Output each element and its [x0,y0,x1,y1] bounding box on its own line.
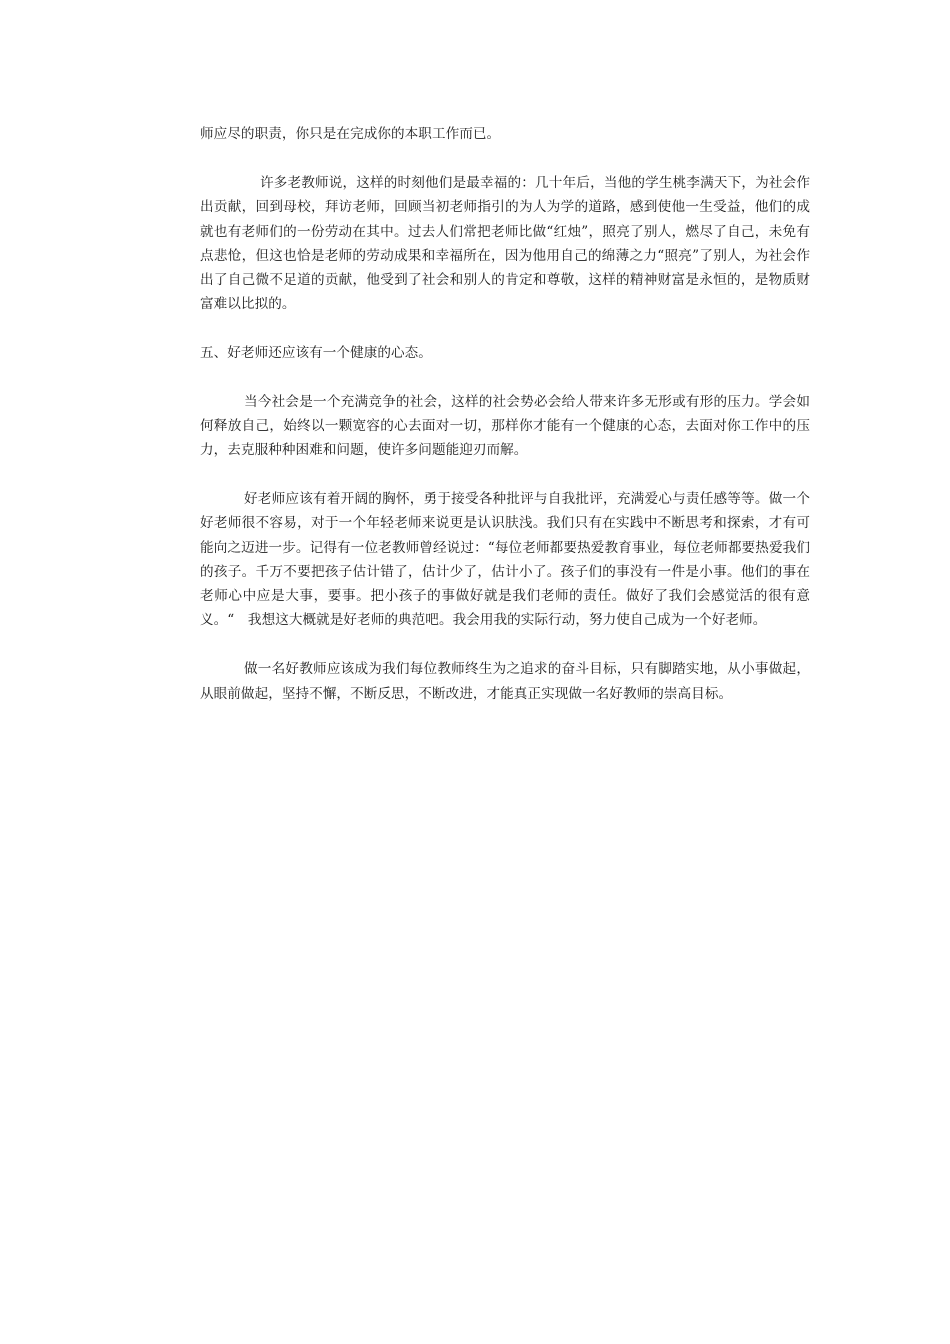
paragraph-continuation: 师应尽的职责，你只是在完成你的本职工作而已。 [200,126,501,142]
paragraph-veteran-teachers: 许多老教师说，这样的时刻他们是最幸福的：几十年后，当他的学生桃李满天下，为社会作出贡献，回到母校，拜访老师，回顾当初老师指引的为人为学的道路，感到使他一生受益，他们的成就也有老师们的一份劳动在其中。过去人们常把老师比做“红烛”，照亮了别人，燃尽了自己，未免有点悲怆，但这也恰是老师的劳动成果和幸福所在，因为他用自己的绵薄之力“照亮”了别人，为社会作出了自己微不足道的贡献，他受到了社会和别人的肯定和尊敬，这样的精神财富是永恒的，是物质财富难以比拟的。 [200,175,810,313]
paragraph-conclusion: 做一名好教师应该成为我们每位教师终生为之追求的奋斗目标，只有脚踏实地，从小事做起，从眼前做起，坚持不懈，不断反思，不断改进，才能真正实现做一名好教师的崇高目标。 [200,661,810,702]
paragraph-open-mind: 好老师应该有着开阔的胸怀，勇于接受各种批评与自我批评，充满爱心与责任感等等。做一个好老师很不容易，对于一个年轻老师来说更是认识肤浅。我们只有在实践中不断思考和探索，才有可能向之迈进一步。记得有一位老教师曾经说过：“每位老师都要热爱教育事业，每位老师都要热爱我们的孩子。千万不要把孩子估计错了，估计少了，估计小了。孩子们的事没有一件是小事。他们的事在老师心中应是大事，要事。把小孩子的事做好就是我们老师的责任。做好了我们会感觉活的很有意义。“ 我想这大概就是好老师的典范吧。我会用我的实际行动，努力使自己成为一个好老师。 [200,491,810,629]
section-heading-five: 五、好老师还应该有一个健康的心态。 [200,345,432,362]
paragraph-healthy-mindset: 当今社会是一个充满竞争的社会，这样的社会势必会给人带来许多无形或有形的压力。学会如何释放自己，始终以一颗宽容的心去面对一切，那样你才能有一个健康的心态，去面对你工作中的压力，去克服种种困难和问题，使许多问题能迎刃而解。 [200,393,810,459]
document-body [200,122,810,706]
